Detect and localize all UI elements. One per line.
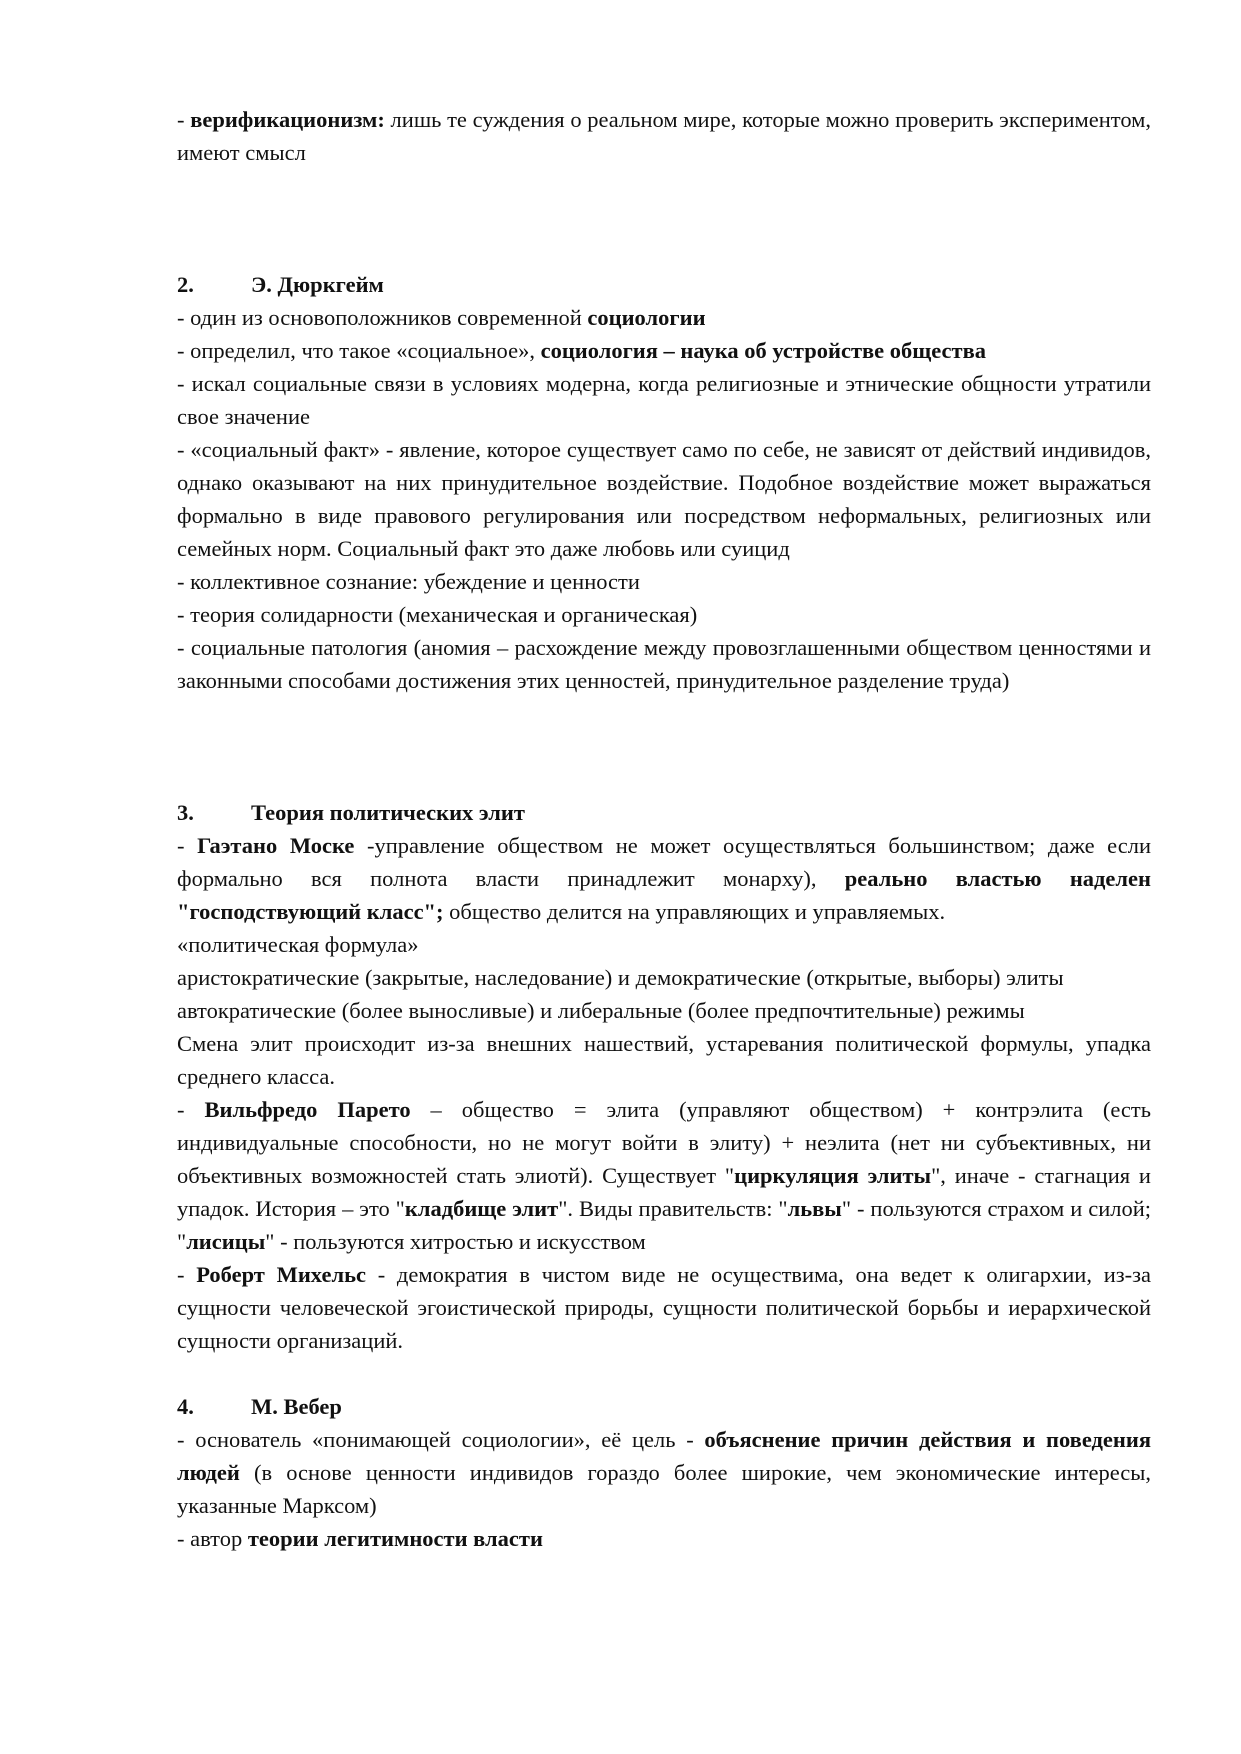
durkheim-item-5: - коллективное сознание: убеждение и ценности <box>177 569 640 594</box>
aristocratic-line: аристократические (закрытые, наследование) и демократические (открытые, выборы) элиты <box>177 965 1064 990</box>
spacer <box>177 697 1151 796</box>
durkheim-item-4: - «социальный факт» - явление, которое существует само по себе, не зависят от действий индивидов, однако оказывают на них принудительное воздействие. Подобное воздействие может выражаться формально в виде правового регулирования или посредством неформальных, религиозных или семейных норм. Социальный факт это даже любовь или суицид <box>177 437 1151 561</box>
pareto-paragraph: - Вильфредо Парето – общество = элита (управляют обществом) + контрэлита (есть индивидуальные способности, но не могут войти в элиту) + неэлита (нет ни субъективных, ни объективных возможностей стать элиотй). Существует "циркуляция элиты", иначе - стагнация и упадок. История – это "кладбище элит". Виды правительств: "львы" - пользуются страхом и силой; "лисицы" - пользуются хитростью и искусством <box>177 1097 1152 1254</box>
durkheim-item-2: - определил, что такое «социальное», социология – наука об устройстве общества <box>177 338 986 363</box>
section-number: 3. <box>177 800 194 825</box>
spacer <box>177 1357 1151 1390</box>
michels-paragraph: - Роберт Михельс - демократия в чистом виде не осуществима, она ведет к олигархии, из-за сущности человеческой эгоистической природы, сущности политической борьбы и иерархической сущности организаций. <box>177 1262 1151 1353</box>
term-verificationism: верификационизм: <box>190 107 385 132</box>
person-name: Роберт Михельс <box>196 1262 366 1287</box>
verificationism-paragraph <box>177 103 1151 169</box>
person-name: Гаэтано Моске <box>197 833 355 858</box>
durkheim-item-3: - искал социальные связи в условиях модерна, когда религиозные и этнические общности утратили свое значение <box>177 371 1151 429</box>
section-number: 4. <box>177 1394 194 1419</box>
weber-item-1: - основатель «понимающей социологии», её цель - объяснение причин действия и поведения людей (в основе ценности индивидов гораздо более широкие, чем экономические интересы, указанные Марксом) <box>177 1427 1151 1518</box>
section-heading-elites <box>177 796 1151 829</box>
person-name: Вильфредо Парето <box>204 1097 411 1122</box>
elite-change-line: Смена элит происходит из-за внешних нашествий, устаревания политической формулы, упадка среднего класса. <box>177 1031 1151 1089</box>
durkheim-item-6: - теория солидарности (механическая и органическая) <box>177 602 698 627</box>
section-title: М. Вебер <box>251 1394 342 1419</box>
section-heading-durkheim <box>177 268 1151 301</box>
durkheim-item-1: - один из основоположников современной социологии <box>177 305 706 330</box>
definition-text: лишь те суждения о реальном мире, которые можно проверить экспериментом, имеют смысл <box>177 107 1151 165</box>
autocratic-line: автократические (более выносливые) и либеральные (более предпочтительные) режимы <box>177 998 1025 1023</box>
weber-item-2: - автор теории легитимности власти <box>177 1526 543 1551</box>
section-number: 2. <box>177 272 194 297</box>
section-title: Э. Дюркгейм <box>251 272 384 297</box>
section-title: Теория политических элит <box>251 800 525 825</box>
section-heading-weber <box>177 1390 1151 1423</box>
spacer <box>177 169 1151 268</box>
mosca-paragraph: - Гаэтано Моске -управление обществом не может осуществляться большинством; даже если формально вся полнота власти принадлежит монарху), реально властью наделен "господствующий класс"; общество делится на управляющих и управляемых. <box>177 833 1151 924</box>
political-formula-line: «политическая формула» <box>177 932 419 957</box>
document-page <box>177 103 1151 1555</box>
dash: - <box>177 107 191 132</box>
durkheim-item-7: - социальные патология (аномия – расхождение между провозглашенными обществом ценностями и законными способами достижения этих ценностей, принудительное разделение труда) <box>177 635 1151 693</box>
